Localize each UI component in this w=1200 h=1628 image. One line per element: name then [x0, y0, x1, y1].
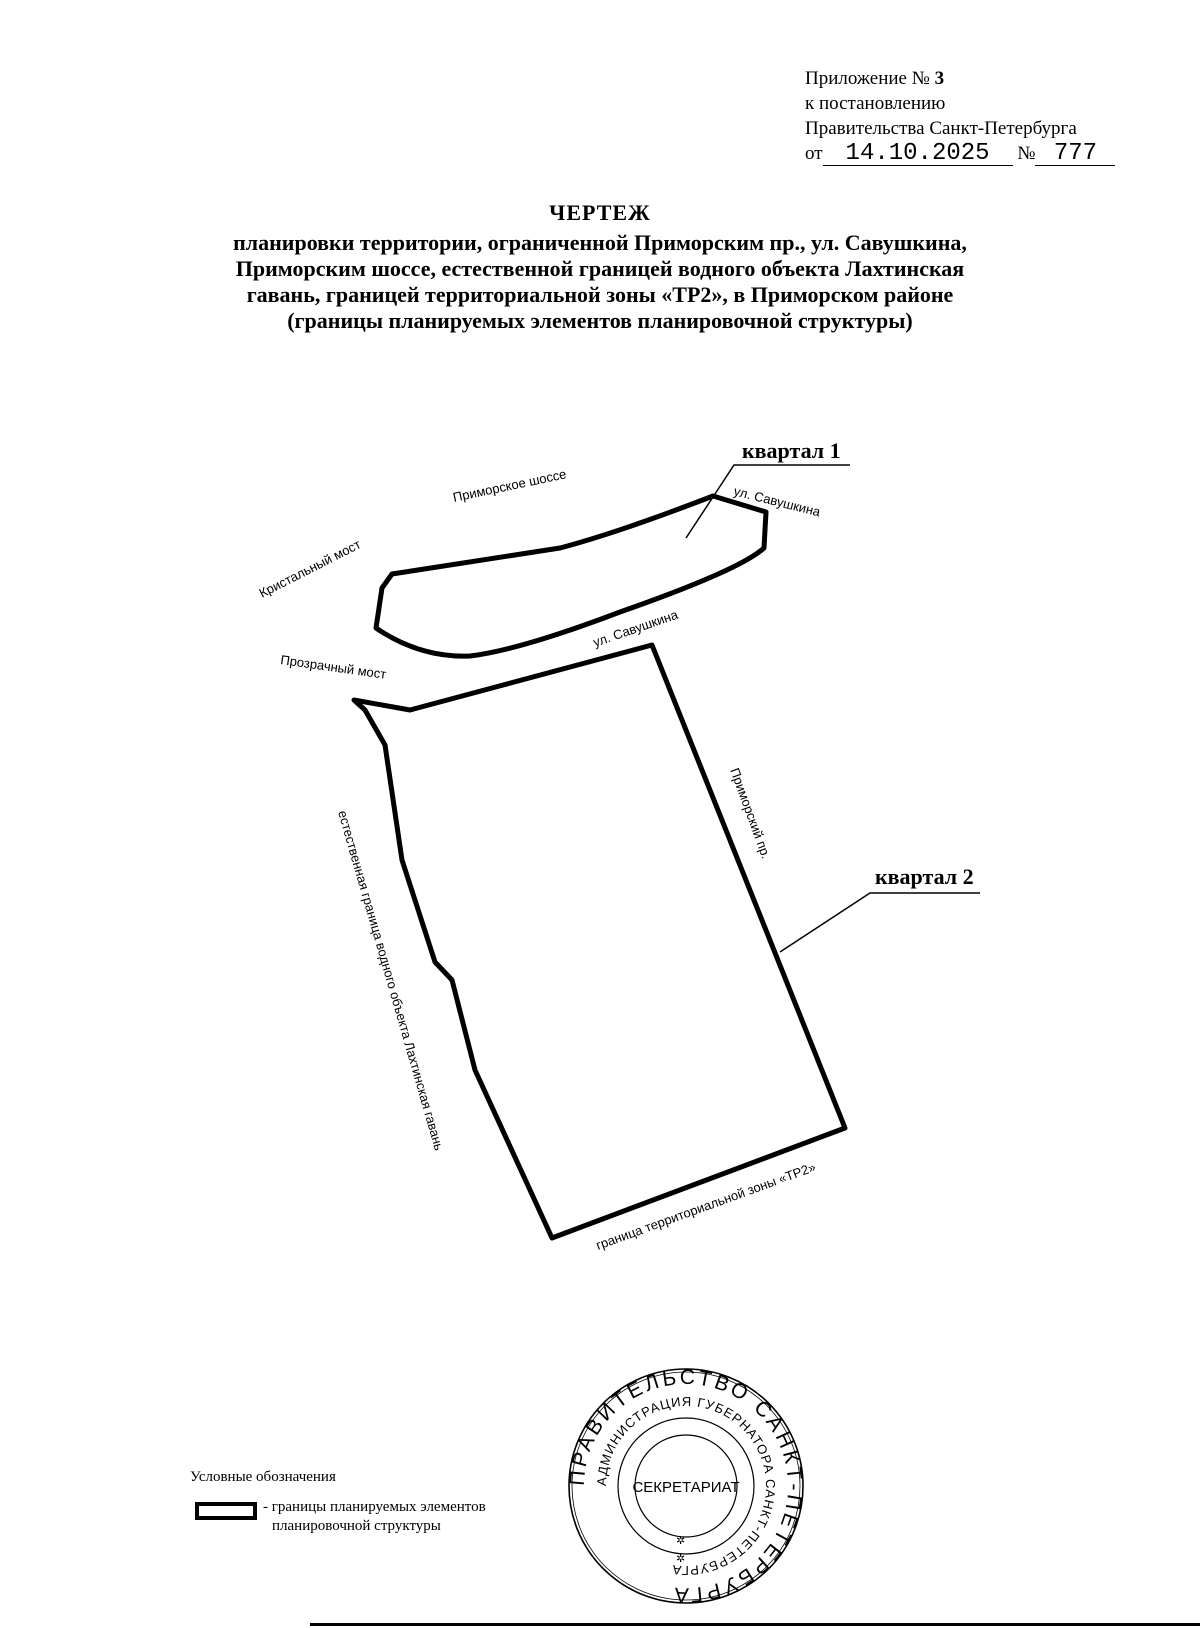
legend-swatch	[195, 1502, 257, 1520]
annex-number: 3	[934, 68, 945, 89]
block-1-boundary	[376, 496, 766, 656]
subtitle-line: планировки территории, ограниченной Приморским пр., ул. Савушкина,	[233, 230, 967, 255]
label-savushkina-upper: ул. Савушкина	[732, 483, 822, 520]
legend-text-line: планировочной структуры	[272, 1518, 441, 1534]
block-2-boundary	[354, 645, 845, 1238]
label-kristalny-most: Кристальный мост	[256, 536, 364, 601]
subtitle-line: Приморским шоссе, естественной границей водного объекта Лахтинская	[235, 256, 965, 281]
block-2-label: квартал 2	[875, 864, 974, 889]
page-edge-line	[310, 1623, 1200, 1626]
stamp-outer-text: ПРАВИТЕЛЬСТВО САНКТ-ПЕТЕРБУРГА	[566, 1366, 806, 1606]
annex-label: Приложение №	[805, 68, 930, 89]
official-stamp	[566, 1366, 806, 1606]
legend-title: Условные обозначения	[190, 1469, 336, 1485]
subtitle-line: (границы планируемых элементов планировочной структуры)	[287, 308, 913, 333]
block-2-leader	[780, 893, 980, 952]
legend-text	[263, 1498, 486, 1536]
stamp-star-icon: ✲	[676, 1552, 686, 1565]
label-primorskoe-shosse: Приморское шоссе	[451, 466, 568, 505]
date-value: 14.10.2025	[823, 143, 1013, 166]
legend-text-line: - границы планируемых элементов	[263, 1499, 486, 1515]
subtitle-line: гавань, границей территориальной зоны «ТР2», в Приморском районе	[246, 282, 954, 307]
document-title: ЧЕРТЕЖ	[549, 200, 651, 225]
number-value: 777	[1035, 143, 1115, 166]
block-1-label: квартал 1	[742, 438, 841, 463]
label-savushkina-lower: ул. Савушкина	[591, 606, 680, 650]
stamp-center-text: СЕКРЕТАРИАТ	[632, 1479, 740, 1496]
label-zone-tr2-boundary: граница территориальной зоны «ТР2»	[593, 1159, 818, 1253]
number-prefix: №	[1017, 143, 1036, 164]
stamp-inner-text: АДМИНИСТРАЦИЯ ГУБЕРНАТОРА САНКТ-ПЕТЕРБУРГА	[593, 1393, 779, 1579]
label-primorsky-pr: Приморский пр.	[727, 765, 774, 861]
label-prozrachny-most: Прозрачный мост	[279, 652, 388, 682]
label-lakhta-boundary: естественная граница водного объекта Лахтинская гавань	[335, 808, 447, 1153]
date-prefix: от	[805, 143, 823, 164]
annex-line-3: Правительства Санкт-Петербурга	[805, 118, 1077, 139]
stamp-star-icon: ✲	[676, 1534, 686, 1547]
annex-line-2: к постановлению	[805, 93, 946, 114]
